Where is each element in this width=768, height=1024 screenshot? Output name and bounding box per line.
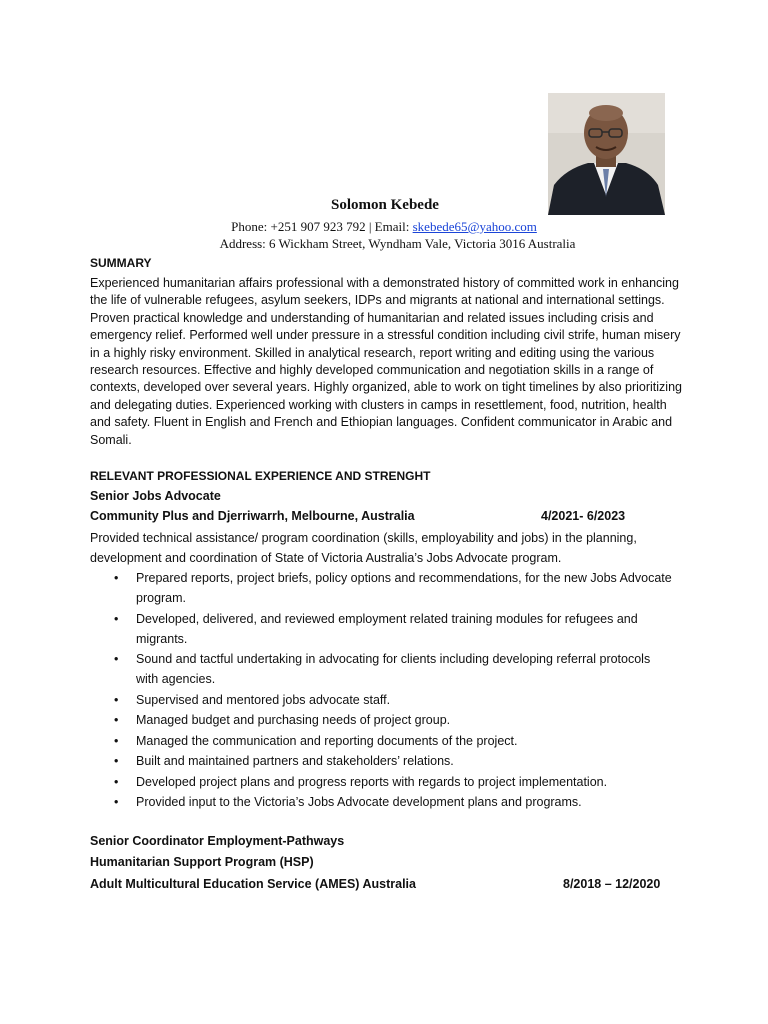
- job2-title: Senior Coordinator Employment-Pathways: [90, 834, 345, 848]
- bullet-symbol: •: [114, 652, 119, 666]
- address-line: Address: 6 Wickham Street, Wyndham Vale, Victoria 3016 Australia: [219, 236, 576, 251]
- job1-title: Senior Jobs Advocate: [90, 489, 221, 503]
- job1-organization: Community Plus and Djerriwarrh, Melbourne, Australia: [90, 509, 415, 523]
- list-item: • Prepared reports, project briefs, policy options and recommendations, for the new Jobs Advocate program.: [114, 568, 674, 608]
- list-item: • Developed project plans and progress reports with regards to project implementation.: [114, 772, 674, 792]
- list-item: • Managed the communication and reporting documents of the project.: [114, 731, 674, 751]
- bullet-symbol: •: [114, 795, 119, 809]
- summary-text: Experienced humanitarian affairs professional with a demonstrated history of committed work in enhancing the life of vulnerable refugees, asylum seekers, IDPs and migrants at national and international settings. Proven practical knowledge and understanding of humanitarian and related issues including crisis and emergency relief. Performed well under pressure in a stressful condition including civil strife, human misery in a highly risky environment. Skilled in analytical research, report writing and editing using the various research resources. Effective and highly developed communication and negotiation skills in a range of contexts, developed over several years. Highly organized, able to work on tight timelines by also prioritizing and delegating duties. Experienced working with clusters in camps in resettlement, food, nutrition, health and safety. Fluent in English and French and Ethiopian languages. Confident communicator in Arabic and Somali.: [90, 276, 682, 447]
- bullet-symbol: •: [114, 611, 119, 626]
- list-item: • Built and maintained partners and stakeholders’ relations.: [114, 751, 674, 771]
- summary-heading: SUMMARY: [90, 256, 152, 270]
- experience-heading: RELEVANT PROFESSIONAL EXPERIENCE AND STRENGHT: [90, 469, 431, 483]
- job1-bullet-list: [114, 568, 674, 813]
- list-item: • Provided input to the Victoria’s Jobs Advocate development plans and programs.: [114, 792, 674, 812]
- job1-description: Provided technical assistance/ program coordination (skills, employability and jobs) in the planning, development and coordination of State of Victoria Australia’s Jobs Advocate program.: [90, 531, 637, 565]
- job2-dates: 8/2018 – 12/2020: [563, 877, 661, 891]
- bullet-symbol: •: [114, 754, 119, 768]
- list-item: • Managed budget and purchasing needs of project group.: [114, 710, 674, 730]
- phone-text: Phone: +251 907 923 792 | Email:: [231, 219, 413, 234]
- bullet-symbol: •: [114, 692, 119, 707]
- list-item: • Supervised and mentored jobs advocate staff.: [114, 690, 674, 710]
- bullet-symbol: •: [114, 774, 119, 789]
- bullet-symbol: •: [114, 733, 119, 748]
- job1-dates: 4/2021- 6/2023: [541, 509, 626, 523]
- bullet-symbol: •: [114, 713, 119, 727]
- email-link[interactable]: skebede65@yahoo.com: [412, 219, 537, 234]
- list-item: • Developed, delivered, and reviewed employment related training modules for refugees and migrants.: [114, 609, 674, 649]
- contact-line: [0, 219, 768, 235]
- candidate-name: Solomon Kebede: [331, 197, 439, 213]
- list-item: • Sound and tactful undertaking in advocating for clients including developing referral protocols with agencies.: [114, 649, 674, 689]
- job2-program: Humanitarian Support Program (HSP): [90, 855, 314, 869]
- job2-organization: Adult Multicultural Education Service (AMES) Australia: [90, 877, 416, 891]
- bullet-symbol: •: [114, 571, 119, 585]
